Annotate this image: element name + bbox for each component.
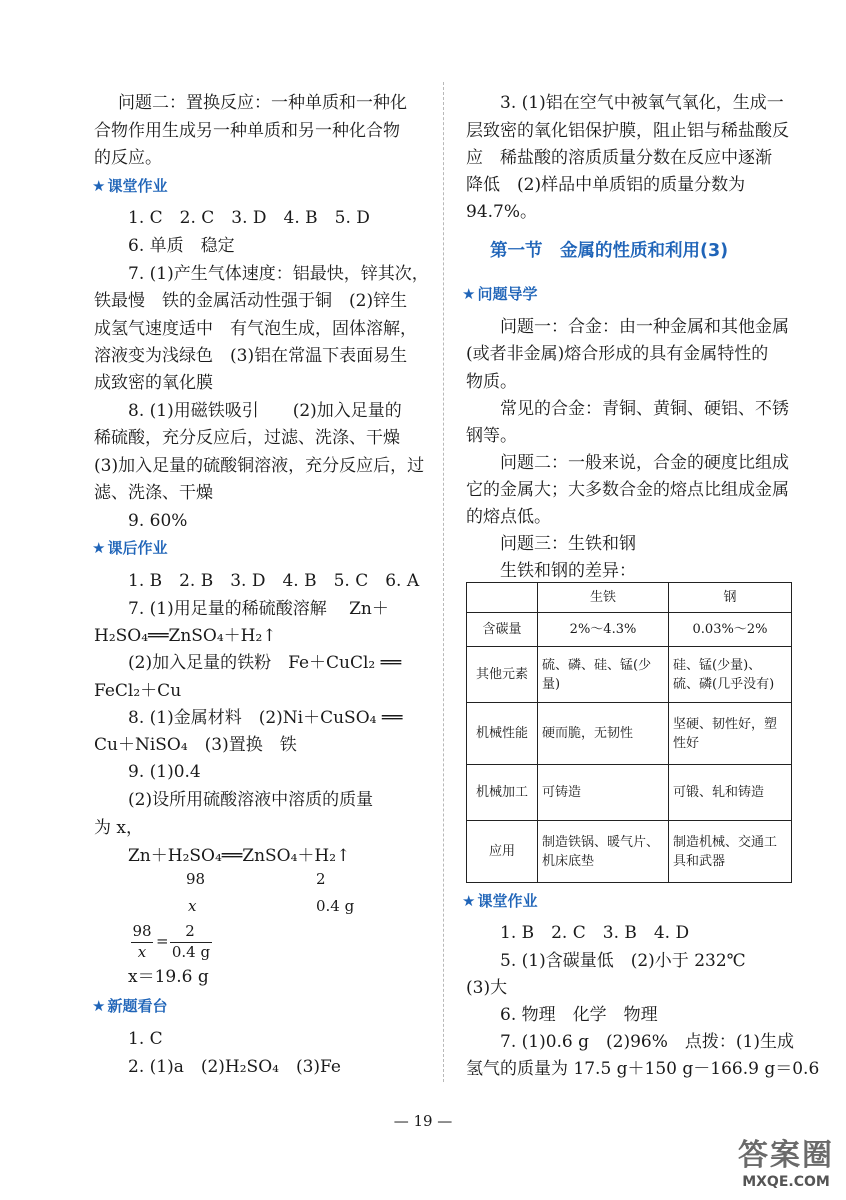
text-line: 层致密的氧化铝保护膜，阻止铝与稀盐酸反: [466, 121, 789, 141]
table-row: [467, 821, 792, 883]
text-line: 7. (1)用足量的稀硫酸溶解 Zn＋: [128, 599, 389, 619]
table-cell: 硬而脆，无韧性: [538, 703, 669, 765]
equation-line: Zn＋H₂SO₄══ZnSO₄＋H₂↑: [128, 846, 351, 866]
text-line: 2. (1)a (2)H₂SO₄ (3)Fe: [128, 1057, 341, 1077]
text-line: 问题二：置换反应：一种单质和一种化: [118, 93, 407, 113]
text-line: 问题三：生铁和钢: [500, 534, 636, 554]
table-cell: 可锻、轧和铸造: [669, 765, 792, 821]
table-row: [467, 647, 792, 703]
section-header-classwork: ★ 课堂作业: [92, 177, 168, 195]
star-icon: ★: [92, 177, 106, 195]
star-icon: ★: [92, 539, 106, 557]
iron-steel-table: [466, 582, 792, 883]
text-line: H₂SO₄══ZnSO₄＋H₂↑: [94, 626, 277, 646]
text-line: (2)设所用硫酸溶液中溶质的质量: [128, 790, 374, 810]
star-icon: ★: [92, 997, 106, 1015]
text-line: Cu＋NiSO₄ (3)置换 铁: [94, 735, 297, 755]
text-line: 它的金属大；大多数合金的熔点比组成金属: [466, 480, 789, 500]
watermark-url: MXQE.COM: [742, 1174, 830, 1190]
text-line: 问题一：合金：由一种金属和其他金属: [500, 317, 789, 337]
text-line: 溶液变为浅绿色 (3)铝在常温下表面易生: [94, 346, 408, 366]
text-line: 成氢气速度适中 有气泡生成，固体溶解，: [94, 319, 417, 339]
table-row: [467, 703, 792, 765]
table-header-cell: [467, 583, 538, 613]
table-header-cell: 钢: [669, 583, 792, 613]
unknown-x: x: [188, 897, 197, 915]
section-header-new-questions: ★ 新题看台: [92, 997, 168, 1015]
section-header-homework: ★ 课后作业: [92, 539, 168, 557]
text-line: 氢气的质量为 17.5 g＋150 g－166.9 g＝0.6: [466, 1059, 820, 1079]
table-cell: 可铸造: [538, 765, 669, 821]
star-icon: ★: [462, 892, 476, 910]
table-cell: 其他元素: [467, 647, 538, 703]
text-line: 生铁和钢的差异：: [500, 561, 636, 581]
table-header-row: [467, 583, 792, 613]
text-line: 5. (1)含碳量低 (2)小于 232℃: [500, 951, 746, 971]
text-line: 7. (1)0.6 g (2)96% 点拨：(1)生成: [500, 1032, 794, 1052]
text-line: 滤、洗涤、干燥: [94, 483, 213, 503]
text-line: 降低 (2)样品中单质铝的质量分数为: [466, 175, 746, 195]
text-line: 6. 物理 化学 物理: [500, 1005, 658, 1025]
text-line: (2)加入足量的铁粉 Fe＋CuCl₂ ══: [128, 653, 402, 673]
text-line: 为 x，: [94, 818, 143, 838]
text-line: 7. (1)产生气体速度：铝最快，锌其次，: [128, 264, 429, 284]
text-line: 常见的合金：青铜、黄铜、硬铝、不锈: [500, 399, 789, 419]
fraction-left-denominator: x: [137, 943, 147, 961]
text-line: 稀硫酸，充分反应后，过滤、洗涤、干燥: [94, 428, 400, 448]
table-cell: 机械加工: [467, 765, 538, 821]
molar-mass-2: 2: [316, 870, 326, 888]
table-row: [467, 765, 792, 821]
star-icon: ★: [462, 285, 476, 303]
text-line: 1. B 2. B 3. D 4. B 5. C 6. A: [128, 571, 420, 591]
watermark-text: 答案圈: [738, 1138, 834, 1173]
text-line: 94.7%。: [466, 202, 538, 222]
table-cell: 机械性能: [467, 703, 538, 765]
page-number: — 19 —: [393, 1112, 453, 1130]
text-line: 1. C 2. C 3. D 4. B 5. D: [128, 208, 370, 228]
text-line: 8. (1)金属材料 (2)Ni＋CuSO₄ ══: [128, 708, 403, 728]
chapter-title: 第一节 金属的性质和利用(3): [490, 241, 729, 261]
table-cell: 制造机械、交通工具和武器: [669, 821, 792, 883]
table-header-cell: 生铁: [538, 583, 669, 613]
text-line: 铁最慢 铁的金属活动性强于铜 (2)锌生: [94, 291, 408, 311]
text-line: 合物作用生成另一种单质和另一种化合物: [94, 121, 400, 141]
text-line: 应 稀盐酸的溶质质量分数在反应中逐渐: [466, 148, 772, 168]
text-line: 成致密的氧化膜: [94, 373, 213, 393]
fraction-right-numerator: 2: [185, 922, 195, 940]
text-line: 9. 60%: [128, 511, 188, 531]
equals-sign: =: [156, 932, 169, 950]
text-line: 6. 单质 稳定: [128, 236, 235, 256]
table-row: [467, 613, 792, 647]
text-line: 1. C: [128, 1029, 163, 1049]
table-cell: 坚硬、韧性好，塑性好: [669, 703, 792, 765]
text-line: (3)大: [466, 978, 508, 998]
calc-result: x＝19.6 g: [128, 967, 209, 987]
column-divider: [443, 82, 444, 1082]
section-header-classwork-2: ★ 课堂作业: [462, 892, 538, 910]
table-cell: 硅、锰(少量)、硫、磷(几乎没有): [669, 647, 792, 703]
text-line: 3. (1)铝在空气中被氧气氧化，生成一: [500, 93, 784, 113]
text-line: (或者非金属)熔合形成的具有金属特性的: [466, 344, 769, 364]
table-cell: 制造铁锅、暖气片、机床底垫: [538, 821, 669, 883]
table-cell: 0.03%～2%: [669, 613, 792, 647]
text-line: FeCl₂＋Cu: [94, 681, 182, 701]
table-cell: 应用: [467, 821, 538, 883]
fraction-right-denominator: 0.4 g: [171, 943, 211, 961]
text-line: 钢等。: [466, 426, 517, 446]
section-header-guide: ★ 问题导学: [462, 285, 538, 303]
text-line: 物质。: [466, 372, 517, 392]
text-line: 9. (1)0.4: [128, 762, 201, 782]
hydrogen-mass: 0.4 g: [316, 897, 355, 915]
text-line: (3)加入足量的硫酸铜溶液，充分反应后，过: [94, 456, 425, 476]
text-line: 的反应。: [94, 148, 162, 168]
text-line: 问题二：一般来说，合金的硬度比组成: [500, 453, 789, 473]
fraction-left-numerator: 98: [132, 922, 152, 940]
molar-mass-1: 98: [186, 870, 206, 888]
text-line: 8. (1)用磁铁吸引 (2)加入足量的: [128, 401, 402, 421]
table-cell: 含碳量: [467, 613, 538, 647]
watermark-logo: [738, 1130, 834, 1190]
text-line: 的熔点低。: [466, 507, 551, 527]
table-cell: 硫、磷、硅、锰(少量): [538, 647, 669, 703]
text-line: 1. B 2. C 3. B 4. D: [500, 923, 690, 943]
table-cell: 2%～4.3%: [538, 613, 669, 647]
